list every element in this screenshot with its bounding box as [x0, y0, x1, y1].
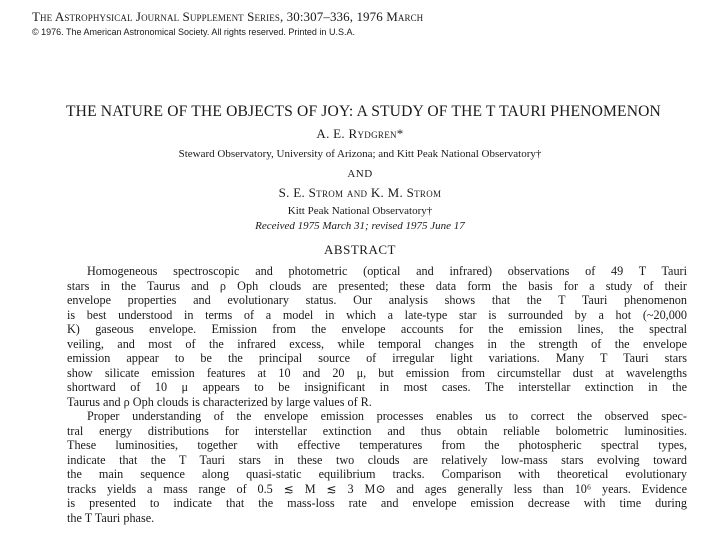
- abstract-line: emission appear to be the principal source of irregular light variations. Many T Tauri stars: [67, 351, 687, 365]
- author-primary: A. E. Rydgren*: [316, 126, 404, 141]
- received-dates: Received 1975 March 31; revised 1975 June 17: [255, 220, 465, 232]
- abstract-line: envelope properties and evolutionary status. Our analysis shows that the T Tauri phenomenon: [67, 293, 687, 307]
- abstract-line: show silicate emission features at 10 and 20 μ, but emission from circumstellar dust at wavelengths: [67, 365, 687, 380]
- abstract-line: shortward of 10 μ appears to be insignificant in most cases. The interstellar extinction in the: [67, 380, 687, 394]
- author-separator: AND: [347, 168, 373, 180]
- paper-title: THE NATURE OF THE OBJECTS OF JOY: A STUDY OF THE T TAURI PHENOMENON: [66, 103, 661, 120]
- affiliation-secondary: Kitt Peak National Observatory†: [287, 205, 433, 217]
- abstract-line: Taurus and ρ Oph clouds is characterized by large values of R.: [67, 394, 372, 409]
- abstract-line: Proper understanding of the envelope emission processes enables us to correct the observed spec-: [87, 409, 687, 423]
- abstract-line: veiling, and most of the infrared excess, while temporal changes in the strength of the envelope: [67, 336, 687, 351]
- copyright-notice: © 1976. The American Astronomical Society. All rights reserved. Printed in U.S.A.: [32, 27, 355, 37]
- abstract-line: the main sequence along quasi-static equilibrium tracks. Comparison with theoretical evolutionary: [67, 467, 687, 481]
- journal-citation: The Astrophysical Journal Supplement Series, 30:307–336, 1976 March: [32, 9, 424, 24]
- affiliation-primary: Steward Observatory, University of Arizona; and Kitt Peak National Observatory†: [178, 148, 542, 160]
- abstract-line: tral energy distributions for interstellar extinction and thus obtain reliable bolometric luminosities.: [67, 423, 687, 438]
- abstract-line: These luminosities, together with effective temperatures from the photospheric spectral types,: [67, 438, 687, 452]
- abstract-line: stars in the Taurus and ρ Oph clouds are presented; these data form the basis for a study of their: [67, 278, 687, 293]
- abstract-line: the T Tauri phase.: [67, 510, 155, 525]
- abstract-line: tracks yields a mass range of 0.5 ≲ M ≲ 3 M⊙ and ages generally less than 10⁶ years. Evidence: [67, 481, 687, 496]
- abstract-line: K) gaseous envelope. Emission from the envelope accounts for the emission lines, the spectral: [67, 322, 687, 336]
- abstract-body: [67, 264, 687, 525]
- abstract-line: is best understood in terms of a model in which a late-type star is surrounded by a hot (~20,000: [67, 307, 687, 322]
- abstract-line: is presented to indicate that the mass-loss rate and envelope emission decrease with time during: [67, 496, 687, 510]
- abstract-line: indicate that the T Tauri stars in these two clouds are relatively low-mass stars evolving toward: [67, 452, 687, 467]
- abstract-line: Homogeneous spectroscopic and photometric (optical and infrared) observations of 49 T Tauri: [87, 264, 687, 278]
- author-secondary: S. E. Strom and K. M. Strom: [278, 185, 442, 200]
- abstract-heading: ABSTRACT: [324, 242, 396, 257]
